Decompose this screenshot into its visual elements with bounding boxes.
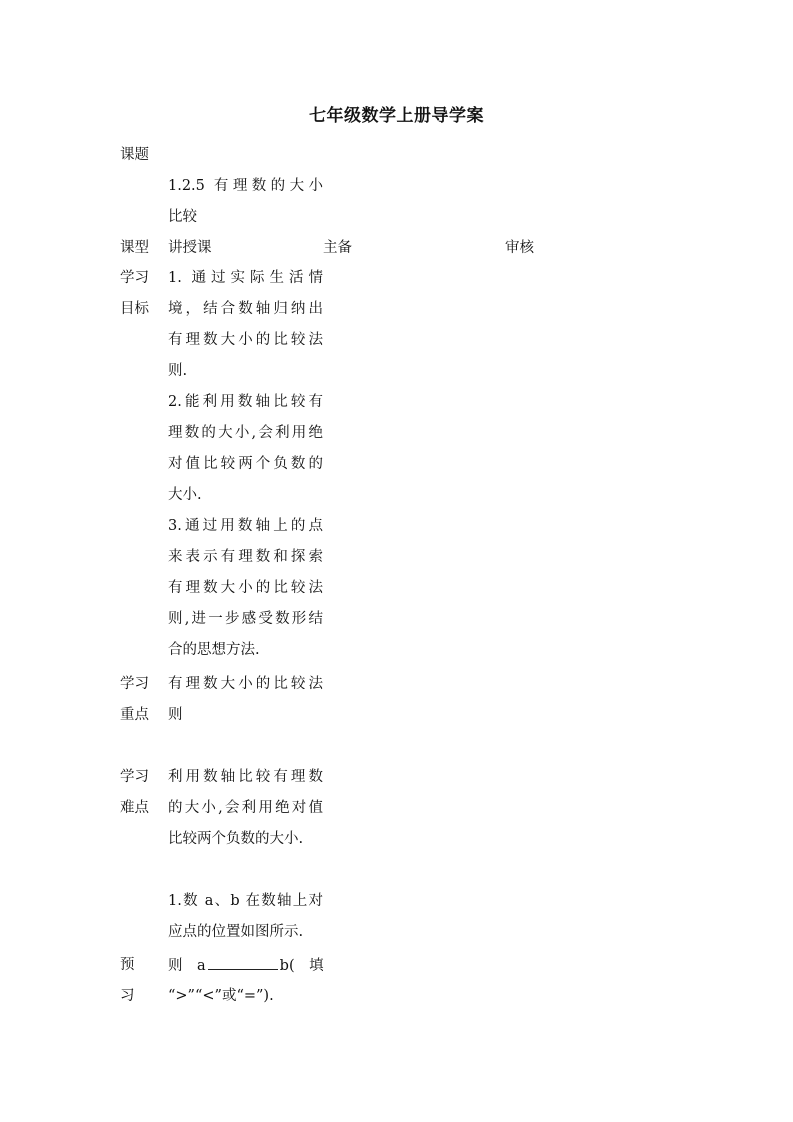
difficulties-label-1: 学习 [120,769,149,785]
preparer-label: 主备 [323,240,352,256]
objectives-label-1: 学习 [120,270,149,286]
objective-line-13: 合的思想方法. [168,642,260,658]
reviewer-label: 审核 [505,240,534,256]
objective-line-8: 大小. [168,487,202,503]
objective-line-7: 对值比较两个负数的 [168,456,323,472]
objective-line-4: 则. [168,363,188,379]
objective-line-5: 2.能利用数轴比较有 [168,394,323,410]
preview-line-2: 应点的位置如图所示. [168,924,304,940]
preview-label-1: 预 [120,957,135,973]
key-point-line-2: 则 [168,707,183,723]
objective-line-11: 有理数大小的比较法 [168,580,323,596]
topic-line-1: 1.2.5 有理数的大小 [168,178,323,194]
answer-blank[interactable] [208,955,278,970]
key-point-line-1: 有理数大小的比较法 [168,676,323,692]
preview-label-2: 习 [120,988,135,1004]
objectives-label-2: 目标 [120,301,149,317]
objective-line-3: 有理数大小的比较法 [168,332,323,348]
objective-line-2: 境，结合数轴归纳出 [168,301,323,317]
lesson-type-label: 课型 [120,240,149,256]
topic-line-2: 比较 [168,209,197,225]
objective-line-1: 1. 通过实际生活情 [168,270,323,286]
objective-line-12: 则,进一步感受数形结 [168,611,323,627]
key-points-label-2: 重点 [120,707,149,723]
objective-line-6: 理数的大小,会利用绝 [168,425,323,441]
difficulty-line-1: 利用数轴比较有理数 [168,769,323,785]
preview-line-1: 1.数 a、b 在数轴上对 [168,893,323,909]
preview-last-line: “>”“<”或“=”). [168,988,274,1004]
preview-blank-prefix: 则 a [168,958,206,974]
objective-line-9: 3.通过用数轴上的点 [168,518,323,534]
topic-label: 课题 [120,147,149,163]
key-points-label-1: 学习 [120,676,149,692]
difficulties-label-2: 难点 [120,800,149,816]
difficulty-line-3: 比较两个负数的大小. [168,831,304,847]
objective-line-10: 来表示有理数和探索 [168,549,323,565]
difficulty-line-2: 的大小,会利用绝对值 [168,800,323,816]
page-title: 七年级数学上册导学案 [309,106,484,126]
preview-blank-suffix: b( 填 [279,958,324,974]
preview-fill-line [168,955,323,976]
lesson-type-value: 讲授课 [168,240,212,256]
